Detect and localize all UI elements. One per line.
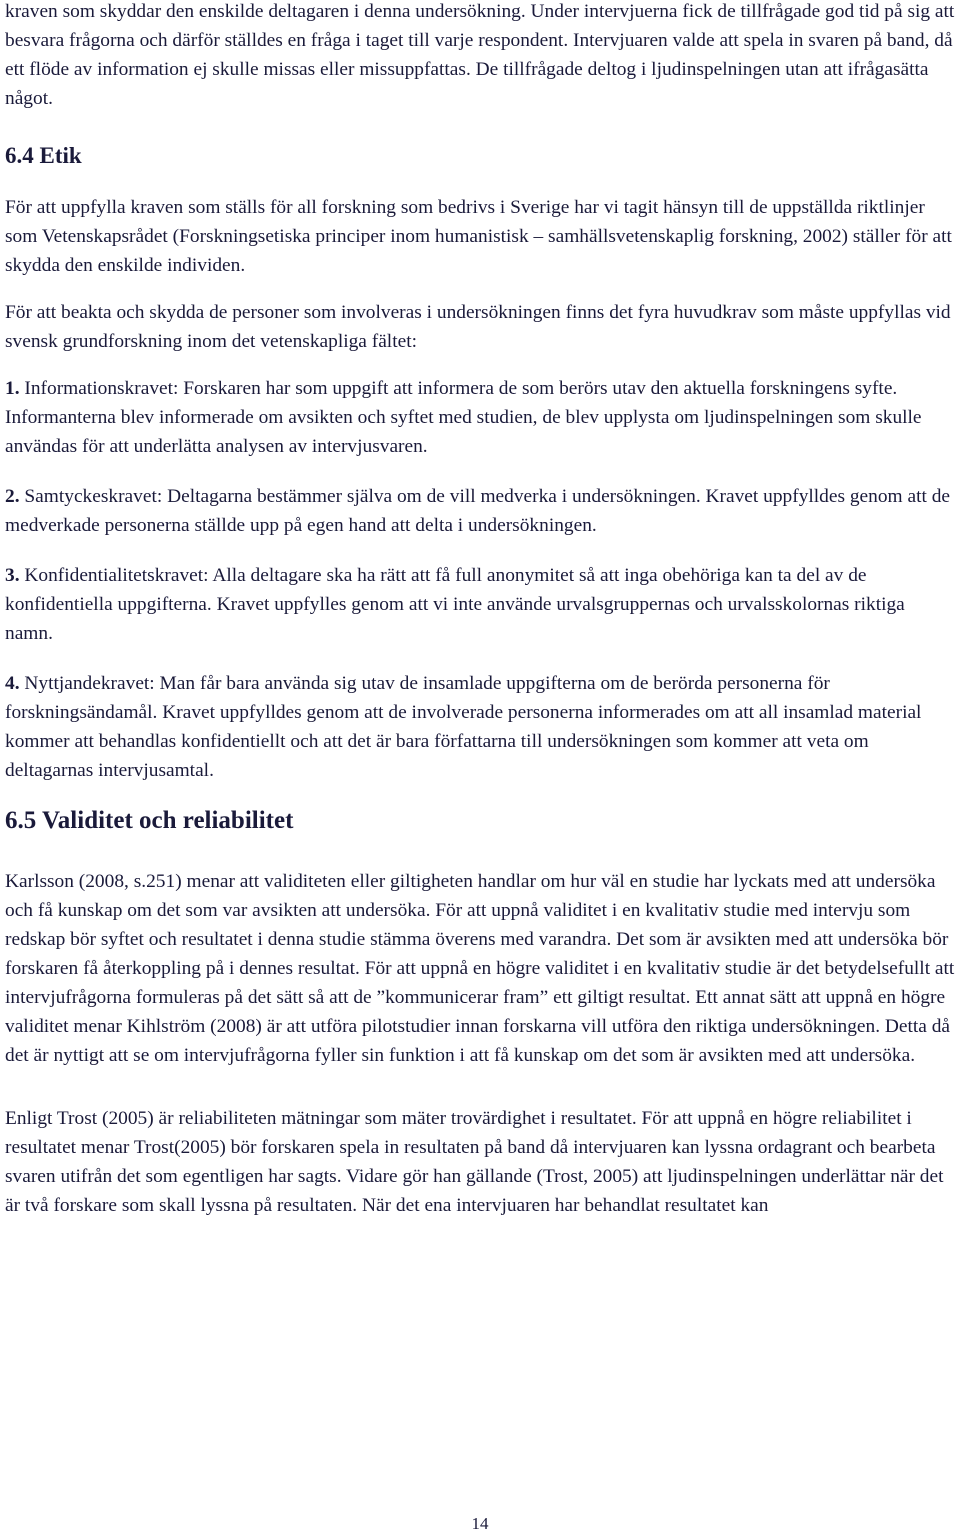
requirement-number: 3.	[5, 565, 20, 586]
validitet-paragraph-2: Enligt Trost (2005) är reliabiliteten mätningar som mäter trovärdighet i resultatet. För att uppnå en högre reliabilitet i resultatet menar Trost(2005) bör forskaren spela in resultaten på band då intervjuaren kan lyssna ordagrant och bearbeta svaren utifrån det som egentligen har sagts. Vidare gör han gällande (Trost, 2005) att ljudinspelningen underlättar när det är två forskare som skall lyssna på resultaten. När det ena intervjuaren har behandlat resultatet kan	[5, 1108, 944, 1216]
requirement-text: Nyttjandekravet: Man får bara använda sig utav de insamlade uppgifterna om de berörda personerna för forskningsändamål. Kravet uppfylldes genom att de involverade personerna informerades om att all insamlad material kommer att behandlas konfidentiellt och att det är bara författarna till undersökningen som kommer att veta om deltagarnas intervjusamtal.	[5, 673, 922, 781]
requirement-item-3	[5, 561, 955, 648]
requirement-number: 1.	[5, 378, 20, 399]
intro-paragraph: kraven som skyddar den enskilde deltagaren i denna undersökning. Under intervjuerna fick de tillfrågade god tid på sig att besvara frågorna och därför ställdes en fråga i taget till varje respondent. Intervjuaren valde att spela in svaren på band, då ett flöde av information ej skulle missas eller missuppfattas. De tillfrågade deltog i ljudinspelningen utan att ifrågasätta något.	[5, 1, 955, 109]
page-number: 14	[471, 1514, 489, 1533]
requirement-item-4	[5, 669, 955, 785]
requirement-text: Konfidentialitetskravet: Alla deltagare ska ha rätt att få full anonymitet så att inga obehöriga kan ta del av de konfidentiella uppgifterna. Kravet uppfylles genom att vi inte använde urvalsgruppernas och urvalsskolornas riktiga namn.	[5, 565, 905, 644]
etik-paragraph-2: För att beakta och skydda de personer som involveras i undersökningen finns det fyra huvudkrav som måste uppfyllas vid svensk grundforskning inom det vetenskapliga fältet:	[5, 302, 951, 352]
requirement-number: 4.	[5, 673, 20, 694]
document-page	[5, 0, 955, 1220]
requirement-item-2	[5, 482, 955, 540]
requirement-item-1	[5, 374, 955, 403]
section-heading-validitet: 6.5 Validitet och reliabilitet	[5, 807, 294, 834]
requirement-number: 2.	[5, 486, 20, 507]
etik-paragraph-1: För att uppfylla kraven som ställs för all forskning som bedrivs i Sverige har vi tagit hänsyn till de uppställda riktlinjer som Vetenskapsrådet (Forskningsetiska principer inom humanistisk – samhällsvetenskaplig forskning, 2002) ställer för att skydda den enskilde individen.	[5, 197, 952, 276]
requirement-text: Samtyckeskravet: Deltagarna bestämmer själva om de vill medverka i undersökningen. Kravet uppfylldes genom att de medverkade personerna ställde upp på egen hand att delta i undersökningen.	[5, 486, 951, 536]
section-heading-etik: 6.4 Etik	[5, 143, 82, 168]
validitet-paragraph-1: Karlsson (2008, s.251) menar att validiteten eller giltigheten handlar om hur väl en studie har lyckats med att undersöka och få kunskap om det som var avsikten att undersöka. För att uppnå validitet i en kvalitativ studie med intervju som redskap bör syftet och resultatet i denna studie stämma överens med varandra. Det som är avsikten med att undersöka bör forskaren få återkoppling på i dennes resultat. För att uppnå en högre validitet i en kvalitativ studie är det betydelsefullt att intervjufrågorna formuleras på det sätt så att de ”kommunicerar fram” ett giltigt resultat. Ett annat sätt att uppnå en högre validitet menar Kihlström (2008) är att utföra pilotstudier innan forskarna vill utföra den riktiga undersökningen. Detta då det är nyttigt att se om intervjufrågorna fyller sin funktion i att få kunskap om det som är avsikten med att undersöka.	[5, 871, 955, 1066]
requirement-followup-1: Informanterna blev informerade om avsikten och syftet med studien, de blev upplysta om ljudinspelningen som skulle användas för att underlätta analysen av intervjusvaren.	[5, 407, 922, 457]
requirement-text: Informationskravet: Forskaren har som uppgift att informera de som berörs utav den aktuella forskningens syfte.	[19, 378, 898, 399]
